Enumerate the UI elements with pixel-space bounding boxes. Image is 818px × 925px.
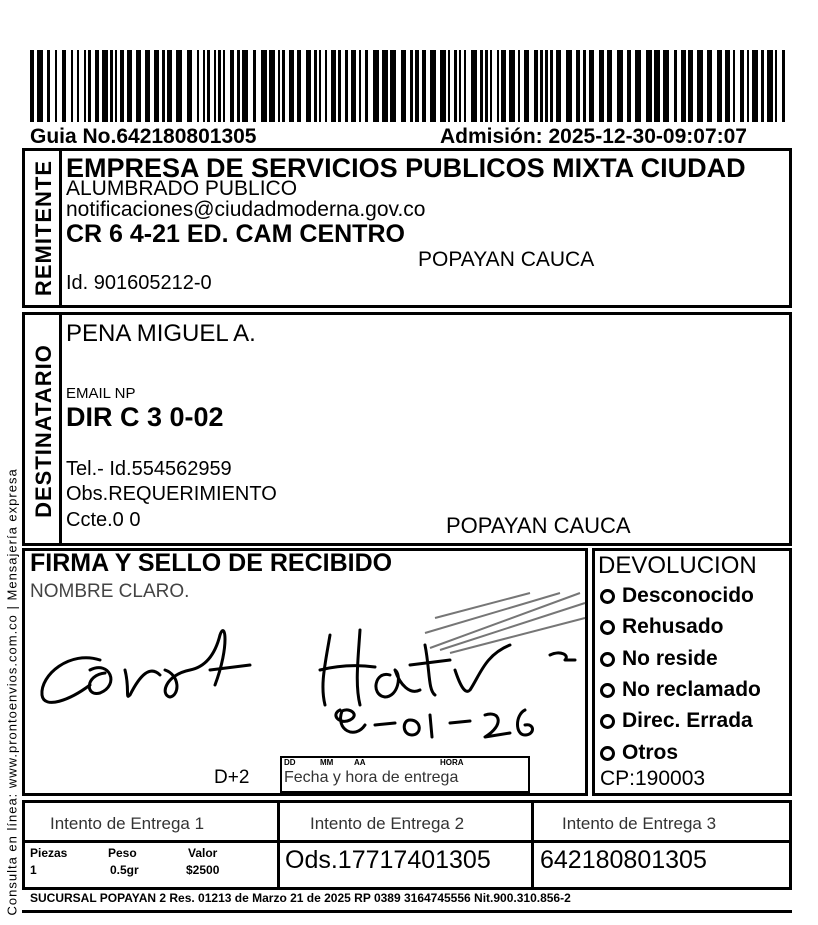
dd-label: DD	[284, 758, 296, 767]
barcode-bar	[410, 50, 413, 122]
barcode-bar	[214, 50, 216, 122]
barcode-bar	[550, 50, 553, 122]
barcode-bar	[583, 50, 586, 122]
barcode-bar	[540, 50, 543, 122]
radio-circle-icon	[600, 589, 615, 604]
barcode-bar	[767, 50, 773, 122]
barcode-bar	[382, 50, 388, 122]
nombre-claro-label: NOMBRE CLARO.	[30, 581, 190, 602]
piezas-label: Piezas	[30, 846, 68, 860]
intento-entrega-3: Intento de Entrega 3	[562, 814, 717, 833]
barcode-bar	[654, 50, 660, 122]
barcode-bar	[71, 50, 73, 122]
barcode-bar	[663, 50, 669, 122]
barcode-bar	[102, 50, 108, 122]
remitente-company: EMPRESA DE SERVICIOS PUBLICOS MIXTA CIUDAD	[66, 153, 746, 183]
barcode-bar	[373, 50, 379, 122]
barcode-bar	[485, 50, 488, 122]
barcode-bar	[646, 50, 652, 122]
option-label: No reclamado	[622, 678, 761, 701]
devolucion-cp: CP:190003	[600, 767, 706, 790]
signature-image	[30, 615, 590, 765]
intento-entrega-1: Intento de Entrega 1	[50, 814, 205, 833]
barcode-bar	[351, 50, 356, 122]
barcode-bar	[501, 50, 506, 122]
mm-label: MM	[320, 758, 334, 767]
barcode-bar	[55, 50, 57, 122]
barcode-bar	[422, 50, 426, 122]
barcode-bar	[253, 50, 256, 122]
barcode-bar	[289, 50, 294, 122]
barcode-bar	[707, 50, 712, 122]
barcode-bar	[448, 50, 450, 122]
barcode-bar	[314, 50, 317, 122]
barcode-bar	[88, 50, 91, 122]
remitente-label: REMITENTE	[31, 159, 56, 297]
option-label: No reside	[622, 647, 718, 670]
barcode-bar	[681, 50, 686, 122]
barcode-bar	[345, 50, 348, 122]
barcode-bar	[197, 50, 199, 122]
barcode-bar	[697, 50, 703, 122]
intento-entrega-2: Intento de Entrega 2	[310, 814, 465, 833]
remitente-email: notificaciones@ciudadmoderna.gov.co	[66, 198, 426, 221]
barcode-bar	[599, 50, 604, 122]
piezas-value: 1	[30, 863, 37, 877]
option-otros[interactable]	[600, 741, 678, 765]
remitente-city: POPAYAN CAUCA	[418, 248, 595, 271]
barcode-bar	[176, 50, 182, 122]
barcode-bar	[136, 50, 141, 122]
barcode-bar	[261, 50, 267, 122]
side-consulta-text: Consulta en línea: www.prontoenvios.com.co | Mensajería expresa	[4, 468, 20, 916]
barcode-bar	[127, 50, 132, 122]
destinatario-city: POPAYAN CAUCA	[446, 513, 631, 538]
barcode-bar	[607, 50, 612, 122]
barcode-bar	[674, 50, 677, 122]
barcode-bar	[203, 50, 205, 122]
barcode-bar	[459, 50, 461, 122]
barcode-bar	[365, 50, 368, 122]
barcode-bar	[589, 50, 594, 122]
barcode-bar	[297, 50, 301, 122]
barcode-bar	[77, 50, 79, 122]
barcode-bar	[325, 50, 327, 122]
guia-number-bottom: 642180801305	[540, 846, 707, 874]
destinatario-name: PENA MIGUEL A.	[66, 320, 256, 347]
barcode-bar	[187, 50, 192, 122]
barcode-bar	[740, 50, 744, 122]
barcode-bar	[524, 50, 529, 122]
option-rehusado[interactable]	[600, 615, 724, 639]
barcode-bar	[440, 50, 446, 122]
barcode-bar	[269, 50, 275, 122]
barcode-bar	[115, 50, 117, 122]
barcode-bar	[430, 50, 436, 122]
barcode-bar	[278, 50, 280, 122]
d-plus-label: D+2	[214, 767, 250, 788]
option-label: Otros	[622, 741, 679, 764]
barcode-bar	[688, 50, 693, 122]
hora-label: HORA	[440, 758, 464, 767]
barcode-bar	[154, 50, 159, 122]
barcode-bar	[223, 50, 225, 122]
signature-date	[340, 718, 343, 719]
barcode-bar	[145, 50, 150, 122]
barcode-bar	[782, 50, 785, 122]
barcode-bar	[62, 50, 66, 122]
barcode-bar	[338, 50, 341, 122]
admision-timestamp: Admisión: 2025-12-30-09:07:07	[440, 125, 747, 148]
barcode-bar	[218, 50, 221, 122]
option-direc-errada[interactable]	[600, 709, 753, 733]
barcode-bar	[84, 50, 86, 122]
barcode-bar	[534, 50, 538, 122]
barcode	[30, 50, 790, 122]
barcode-bar	[390, 50, 396, 122]
barcode-bar	[359, 50, 361, 122]
barcode-bar	[120, 50, 124, 122]
barcode-bar	[490, 50, 492, 122]
barcode-bar	[242, 50, 248, 122]
barcode-bar	[752, 50, 758, 122]
barcode-bar	[497, 50, 499, 122]
barcode-bar	[617, 50, 623, 122]
barcode-bar	[747, 50, 749, 122]
radio-circle-icon	[600, 746, 615, 761]
barcode-bar	[566, 50, 572, 122]
radio-circle-icon	[600, 620, 615, 635]
destinatario-address: DIR C 3 0-02	[66, 402, 224, 432]
destinatario-tel: Tel.- Id.554562959	[66, 458, 232, 480]
peso-label: Peso	[108, 846, 137, 860]
devolucion-title: DEVOLUCION	[598, 552, 757, 579]
barcode-bar	[635, 50, 641, 122]
bottom-divider	[22, 910, 792, 913]
barcode-bar	[95, 50, 99, 122]
radio-circle-icon	[600, 714, 615, 729]
barcode-bar	[110, 50, 113, 122]
barcode-bar	[237, 50, 240, 122]
barcode-bar	[464, 50, 466, 122]
barcode-bar	[230, 50, 234, 122]
barcode-bar	[37, 50, 43, 122]
barcode-bar	[775, 50, 777, 122]
option-no-reclamado[interactable]	[600, 678, 761, 702]
barcode-bar	[556, 50, 561, 122]
destinatario-ccte: Ccte.0 0	[66, 509, 141, 531]
barcode-bar	[717, 50, 722, 122]
option-label: Direc. Errada	[622, 709, 753, 732]
valor-label: Valor	[188, 846, 218, 860]
remitente-department: ALUMBRADO PUBLICO	[66, 177, 298, 200]
barcode-bar	[733, 50, 735, 122]
destinatario-obs: Obs.REQUERIMIENTO	[66, 483, 277, 505]
barcode-bar	[576, 50, 580, 122]
barcode-bar	[162, 50, 165, 122]
barcode-bar	[207, 50, 210, 122]
barcode-bar	[761, 50, 764, 122]
barcode-bar	[319, 50, 321, 122]
option-label: Rehusado	[622, 615, 724, 638]
footer-sucursal: SUCURSAL POPAYAN 2 Res. 01213 de Marzo 21 de 2025 RP 0389 3164745556 Nit.900.310.856-2	[30, 891, 571, 905]
remitente-id: Id. 901605212-0	[66, 272, 212, 294]
barcode-bar	[331, 50, 336, 122]
barcode-bar	[518, 50, 520, 122]
barcode-bar	[401, 50, 406, 122]
destinatario-label: DESTINATARIO	[31, 344, 56, 518]
barcode-bar	[471, 50, 477, 122]
option-no-reside[interactable]	[600, 647, 718, 671]
barcode-bar	[306, 50, 311, 122]
destinatario-email: EMAIL NP	[66, 385, 136, 402]
barcode-bar	[282, 50, 285, 122]
barcode-bar	[627, 50, 631, 122]
radio-circle-icon	[600, 652, 615, 667]
radio-circle-icon	[600, 683, 615, 698]
aa-label: AA	[354, 758, 366, 767]
remitente-address: CR 6 4-21 ED. CAM CENTRO	[66, 220, 405, 248]
barcode-bar	[30, 50, 34, 122]
option-label: Desconocido	[622, 584, 754, 607]
barcode-bar	[509, 50, 515, 122]
barcode-bar	[545, 50, 548, 122]
option-desconocido[interactable]	[600, 584, 754, 608]
barcode-bar	[454, 50, 457, 122]
barcode-bar	[47, 50, 50, 122]
barcode-bar	[725, 50, 730, 122]
firma-title: FIRMA Y SELLO DE RECIBIDO	[30, 549, 393, 577]
ods-number: Ods.17717401305	[285, 846, 491, 874]
barcode-bar	[415, 50, 419, 122]
barcode-bar	[480, 50, 483, 122]
fecha-entrega-label: Fecha y hora de entrega	[284, 769, 459, 786]
barcode-bar	[167, 50, 172, 122]
peso-value: 0.5gr	[110, 863, 139, 877]
valor-value: $2500	[186, 863, 220, 877]
guia-number-label: Guia No.642180801305	[30, 125, 257, 148]
